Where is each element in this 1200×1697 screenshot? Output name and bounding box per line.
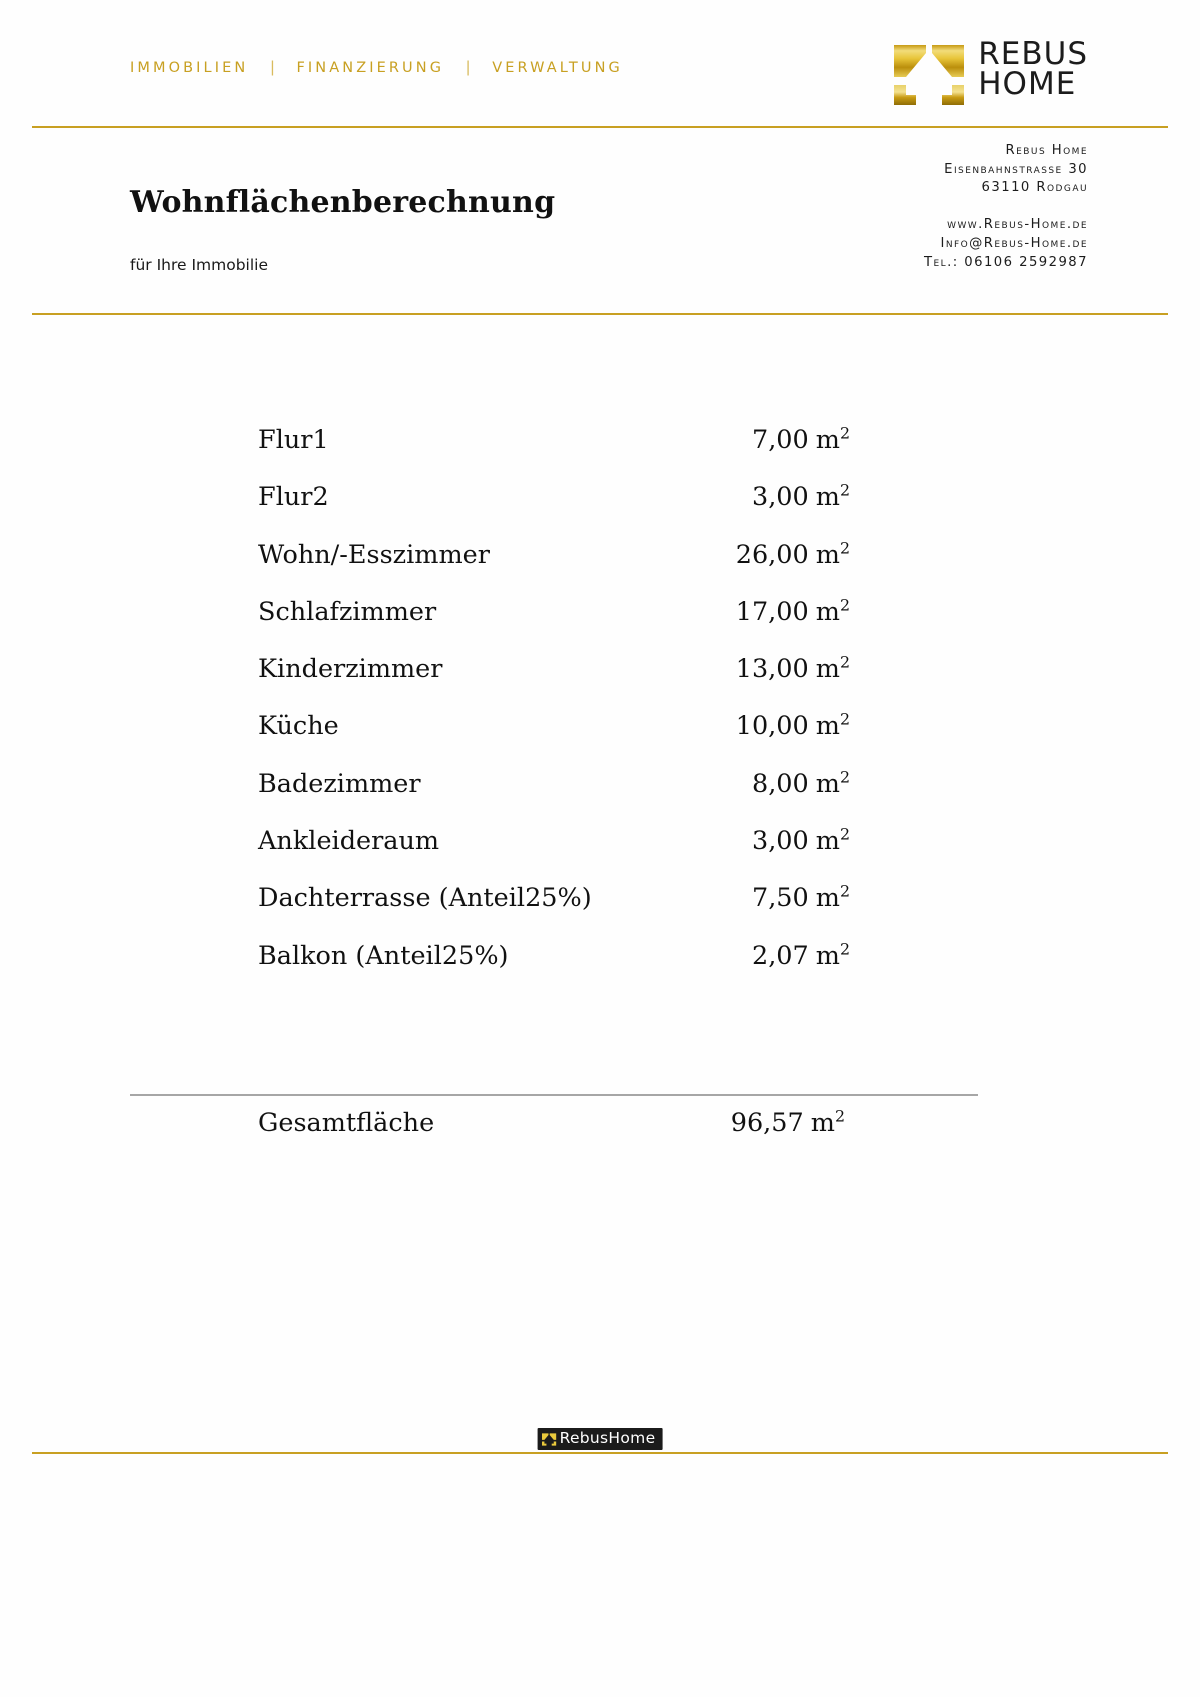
room-area-value (600, 425, 850, 455)
room-area-unit-exponent: 2 (839, 480, 850, 500)
room-area-unit-exponent: 2 (839, 652, 850, 672)
table-row (130, 425, 985, 482)
room-area-number: 2,07 (751, 940, 809, 971)
contact-block (924, 142, 1088, 272)
room-area-unit: m (815, 539, 840, 570)
room-area-number: 7,50 (751, 883, 809, 914)
area-table (130, 425, 985, 998)
contact-spacer (924, 198, 1088, 216)
top-nav-item-finanzierung: FINANZIERUNG (296, 60, 445, 76)
room-area-unit: m (815, 768, 840, 799)
room-area-value (600, 883, 850, 913)
total-unit: m (810, 1108, 835, 1138)
room-area-number: 13,00 (735, 654, 809, 685)
top-nav (130, 60, 623, 76)
contact-company: Rebus Home (1005, 143, 1088, 158)
room-area-unit-exponent: 2 (839, 538, 850, 558)
room-area-unit: m (815, 883, 840, 914)
rebus-home-house-logo-icon (892, 33, 966, 107)
total-value (600, 1108, 845, 1138)
contact-website: www.Rebus-Home.de (947, 217, 1088, 233)
room-label: Schlafzimmer (258, 596, 437, 627)
header-divider-top (32, 126, 1168, 128)
room-area-unit: m (815, 711, 840, 742)
table-row (130, 597, 985, 654)
room-area-value (600, 540, 850, 570)
room-area-unit: m (815, 482, 840, 513)
total-number: 96,57 (730, 1108, 804, 1138)
room-area-number: 3,00 (751, 482, 809, 513)
room-label: Balkon (Anteil25%) (258, 940, 509, 971)
logo-wordmark-line2: HOME (978, 66, 1077, 102)
footer-logo-text: RebusHome (559, 1429, 656, 1447)
room-area-value (600, 711, 850, 741)
room-area-number: 8,00 (751, 768, 809, 799)
room-label: Küche (258, 711, 339, 742)
logo-wordmark-line1: REBUS (978, 36, 1088, 73)
total-label: Gesamtfläche (258, 1108, 435, 1138)
room-label: Dachterrasse (Anteil25%) (258, 883, 592, 914)
table-row (130, 654, 985, 711)
logo-wordmark (978, 36, 1088, 102)
room-area-unit-exponent: 2 (839, 423, 850, 443)
room-area-value (600, 826, 850, 856)
total-row (130, 1108, 985, 1138)
top-nav-separator: | (466, 59, 471, 76)
room-area-unit-exponent: 2 (839, 709, 850, 729)
room-area-value (600, 654, 850, 684)
room-area-unit: m (815, 654, 840, 685)
footer-divider (32, 1452, 1168, 1454)
table-row (130, 769, 985, 826)
room-area-unit-exponent: 2 (839, 767, 850, 787)
room-label: Kinderzimmer (258, 654, 443, 685)
room-label: Badezimmer (258, 768, 421, 799)
page-title: Wohnflächenberechnung (130, 185, 556, 220)
contact-phone: Tel.: 06106 2592987 (923, 254, 1088, 270)
total-divider (130, 1094, 978, 1096)
top-nav-separator: | (270, 59, 275, 76)
table-row (130, 540, 985, 597)
header-divider-bottom (32, 313, 1168, 315)
room-area-unit-exponent: 2 (839, 595, 850, 615)
room-area-number: 17,00 (735, 596, 809, 627)
room-area-unit: m (815, 425, 840, 455)
room-area-unit-exponent: 2 (839, 881, 850, 901)
table-row (130, 883, 985, 940)
room-area-unit-exponent: 2 (839, 939, 850, 959)
room-area-unit: m (815, 826, 840, 857)
room-area-value (600, 482, 850, 512)
header-logo (892, 33, 1088, 107)
page-subtitle: für Ihre Immobilie (130, 256, 269, 274)
room-area-number: 10,00 (735, 711, 809, 742)
room-area-number: 7,00 (751, 425, 809, 455)
room-label: Flur2 (258, 482, 329, 513)
room-label: Wohn/-Esszimmer (258, 539, 490, 570)
table-row (130, 941, 985, 998)
rebus-home-house-logo-small-icon (542, 1431, 557, 1446)
top-nav-item-immobilien: IMMOBILIEN (130, 60, 249, 76)
room-area-unit: m (815, 596, 840, 627)
table-row (130, 482, 985, 539)
room-area-value (600, 597, 850, 627)
total-unit-exponent: 2 (834, 1106, 845, 1126)
room-area-value (600, 941, 850, 971)
top-nav-item-verwaltung: VERWALTUNG (492, 60, 623, 76)
room-area-unit-exponent: 2 (839, 824, 850, 844)
room-area-number: 26,00 (735, 539, 809, 570)
contact-email: Info@Rebus-Home.de (940, 235, 1088, 251)
table-row (130, 711, 985, 768)
contact-city: 63110 Rodgau (981, 180, 1088, 196)
room-label: Flur1 (258, 425, 329, 455)
room-area-number: 3,00 (751, 826, 809, 857)
room-area-value (600, 769, 850, 799)
contact-street: Eisenbahnstrasse 30 (944, 161, 1088, 177)
room-area-unit: m (815, 940, 840, 971)
table-row (130, 826, 985, 883)
room-label: Ankleideraum (258, 826, 440, 857)
footer-logo-badge (538, 1428, 663, 1450)
